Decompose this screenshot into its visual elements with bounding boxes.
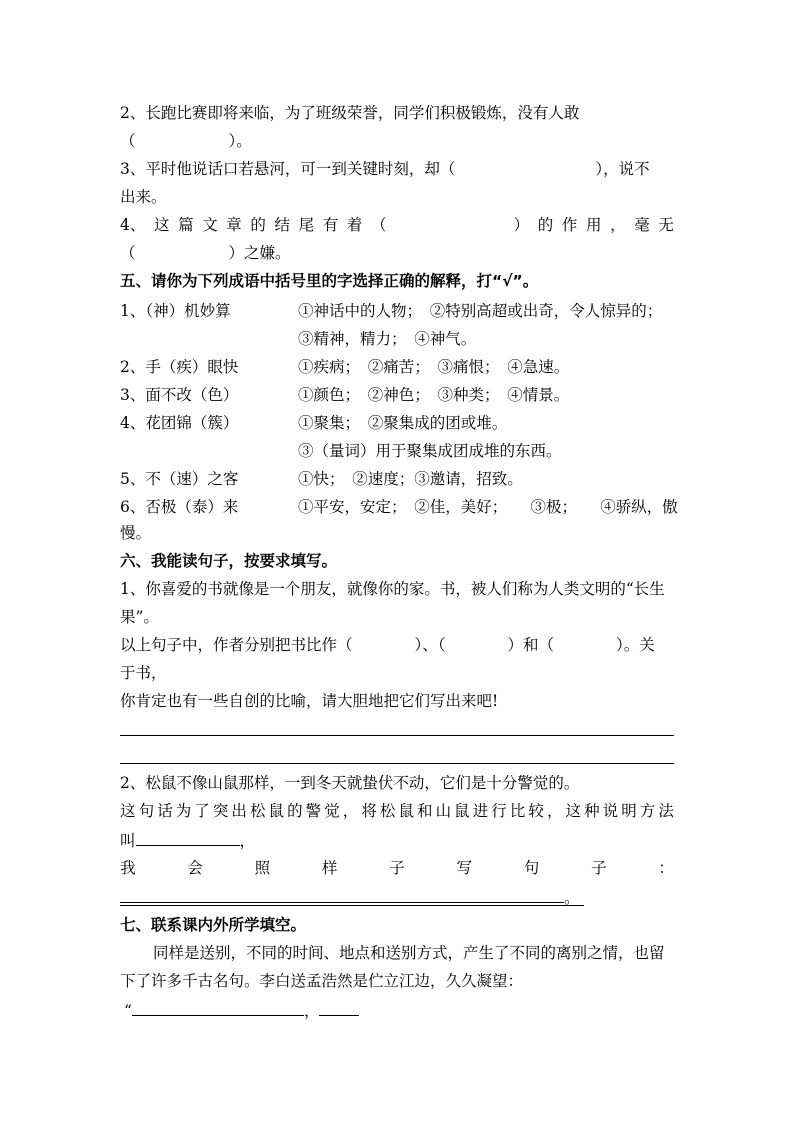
q6-2-comma: ， — [239, 832, 256, 850]
s7-line1: 同样是送别，不同的时间、地点和送别方式，产生了不同的离别之情，也留 — [153, 944, 665, 962]
char: ） — [513, 216, 530, 234]
char: 为 — [175, 802, 192, 820]
def-4-b[interactable]: ③（量词）用于聚集成团成堆的东西。 — [298, 442, 562, 460]
def-1-b[interactable]: ③精神，精力； ④神气。 — [298, 330, 477, 348]
s7-comma: ， — [303, 1002, 320, 1020]
char: 子 — [591, 859, 607, 877]
blank-space[interactable] — [395, 215, 505, 235]
char: 会 — [187, 859, 203, 877]
char: 将 — [361, 802, 377, 820]
char: 尾 — [298, 216, 315, 234]
char: 比 — [509, 802, 526, 820]
char: 鼠 — [268, 802, 285, 820]
char: 句 — [138, 802, 155, 820]
q6-2-period: 。 — [564, 889, 580, 907]
q4-4-line1 — [120, 215, 674, 235]
def-2[interactable]: ①疾病； ②痛苦； ③痛恨； ④急速。 — [298, 358, 570, 376]
char: ， — [342, 802, 359, 820]
char: 无 — [658, 216, 674, 234]
s7-open-quote: “ — [124, 1002, 132, 1020]
q6-2-line2 — [120, 801, 674, 821]
char: 结 — [274, 216, 291, 234]
idiom-1: 1、（神）机妙算 — [120, 302, 231, 320]
idiom-5: 5、不（速）之客 — [120, 470, 239, 488]
char: 这 — [153, 216, 170, 234]
char: 较 — [528, 802, 544, 820]
char: ， — [610, 216, 626, 234]
char: 话 — [157, 802, 173, 820]
idiom-3: 3、面不改（色） — [120, 386, 239, 404]
char: 照 — [254, 859, 271, 877]
section7-heading: 七、联系课内外所学填空。 — [120, 916, 307, 934]
char: 的 — [537, 216, 554, 234]
char: 着 — [346, 216, 363, 234]
char: 突 — [212, 802, 229, 820]
def-4-a[interactable]: ①聚集； ②聚集成的团或堆。 — [298, 414, 508, 432]
char: 鼠 — [398, 802, 414, 820]
q4-2-line1: 2、长跑比赛即将来临，为了班级荣誉，同学们积极锻炼，没有人敢 — [120, 104, 580, 122]
char: 作 — [561, 216, 578, 234]
q4-4-blank[interactable]: （ ）之嫌。 — [120, 244, 291, 262]
char: ， — [546, 802, 563, 820]
def-3[interactable]: ①颜色； ②神色； ③种类； ④情景。 — [298, 386, 570, 404]
char: 松 — [379, 802, 396, 820]
q4-3-line1 — [120, 159, 650, 179]
char: 的 — [250, 216, 266, 234]
char: 文 — [202, 216, 218, 234]
char: 这 — [565, 802, 582, 820]
q4-2-blank[interactable]: （ ）。 — [120, 132, 252, 150]
char: 4、 — [120, 216, 146, 234]
q4-3-text-a: 3、平时他说话口若悬河，可一到关键时刻，却（ — [120, 160, 456, 178]
idiom-6: 6、否极（泰）来 — [120, 498, 239, 516]
char: 山 — [435, 802, 452, 820]
s7-line3 — [124, 999, 359, 1021]
section6-heading: 六、我能读句子，按要求填写。 — [120, 552, 338, 570]
q6-2-line4 — [120, 858, 674, 878]
q6-1-line2: 果”。 — [120, 608, 159, 626]
q4-3-text-b: ），说不 — [595, 160, 650, 178]
sentence-blank[interactable] — [120, 886, 564, 903]
q6-2-line1: 2、松鼠不像山鼠那样，一到冬天就蛰伏不动，它们是十分警觉的。 — [120, 774, 580, 792]
section5-heading: 五、请你为下列成语中括号里的字选择正确的解释，打“√”。 — [120, 272, 539, 290]
char: 的 — [287, 802, 303, 820]
idiom-4: 4、花团锦（簇） — [120, 414, 239, 432]
char: 法 — [658, 802, 674, 820]
poem-blank-2[interactable] — [319, 999, 359, 1016]
q6-1-line5: 你肯定也有一些自创的比喻，请大胆地把它们写出来吧! — [120, 692, 499, 710]
answer-line-2[interactable] — [120, 763, 674, 764]
poem-blank-1[interactable] — [132, 999, 304, 1016]
char: 有 — [322, 216, 339, 234]
char: 篇 — [178, 216, 194, 234]
char: 出 — [231, 802, 247, 820]
char: ： — [658, 859, 674, 877]
def-5[interactable]: ①快； ②速度；③邀请，招致。 — [298, 470, 523, 488]
s7-line2: 下了许多千古名句。李白送孟浩然是伫立江边，久久凝望： — [120, 972, 524, 990]
char: 鼠 — [454, 802, 470, 820]
answer-line-1[interactable] — [120, 735, 674, 736]
method-blank[interactable] — [136, 829, 240, 846]
q6-1-line3[interactable]: 以上句子中，作者分别把书比作（ ）、（ ）和（ ）。关 — [120, 636, 655, 654]
q4-3-line2: 出来。 — [120, 188, 167, 206]
q6-2-line3 — [120, 829, 255, 851]
char: 了 — [194, 802, 210, 820]
idiom-2: 2、手（疾）眼快 — [120, 358, 239, 376]
char: 进 — [472, 802, 489, 820]
def-1-a[interactable]: ①神话中的人物； ②特别高超或出奇，令人惊异的； — [298, 302, 663, 320]
char: 行 — [491, 802, 507, 820]
char: 觉 — [324, 802, 340, 820]
char: 明 — [621, 802, 637, 820]
char: 这 — [120, 802, 136, 820]
char: （ — [370, 216, 387, 234]
char: 句 — [523, 859, 540, 877]
char: 毫 — [634, 216, 650, 234]
sentence-blank-underline — [120, 905, 584, 906]
char: 子 — [389, 859, 405, 877]
char: 方 — [639, 802, 656, 820]
def-6[interactable]: ①平安，安定； ②佳，美好； ③极； ④骄纵，傲 — [298, 498, 678, 516]
char: 说 — [602, 802, 619, 820]
char: 用 — [585, 216, 602, 234]
char: 种 — [584, 802, 600, 820]
char: 松 — [249, 802, 266, 820]
char: 章 — [226, 216, 242, 234]
char: 警 — [305, 802, 322, 820]
q6-1-line4: 于书， — [120, 664, 167, 682]
char: 写 — [456, 859, 472, 877]
q6-1-line1: 1、你喜爱的书就像是一个朋友，就像你的家。书，被人们称为人类文明的“长生 — [120, 580, 665, 598]
def-6-wrap: 慢。 — [120, 524, 152, 542]
char: 和 — [417, 802, 433, 820]
char: 样 — [321, 859, 338, 877]
char: 我 — [120, 859, 136, 877]
q6-2-jiao: 叫 — [120, 832, 136, 850]
